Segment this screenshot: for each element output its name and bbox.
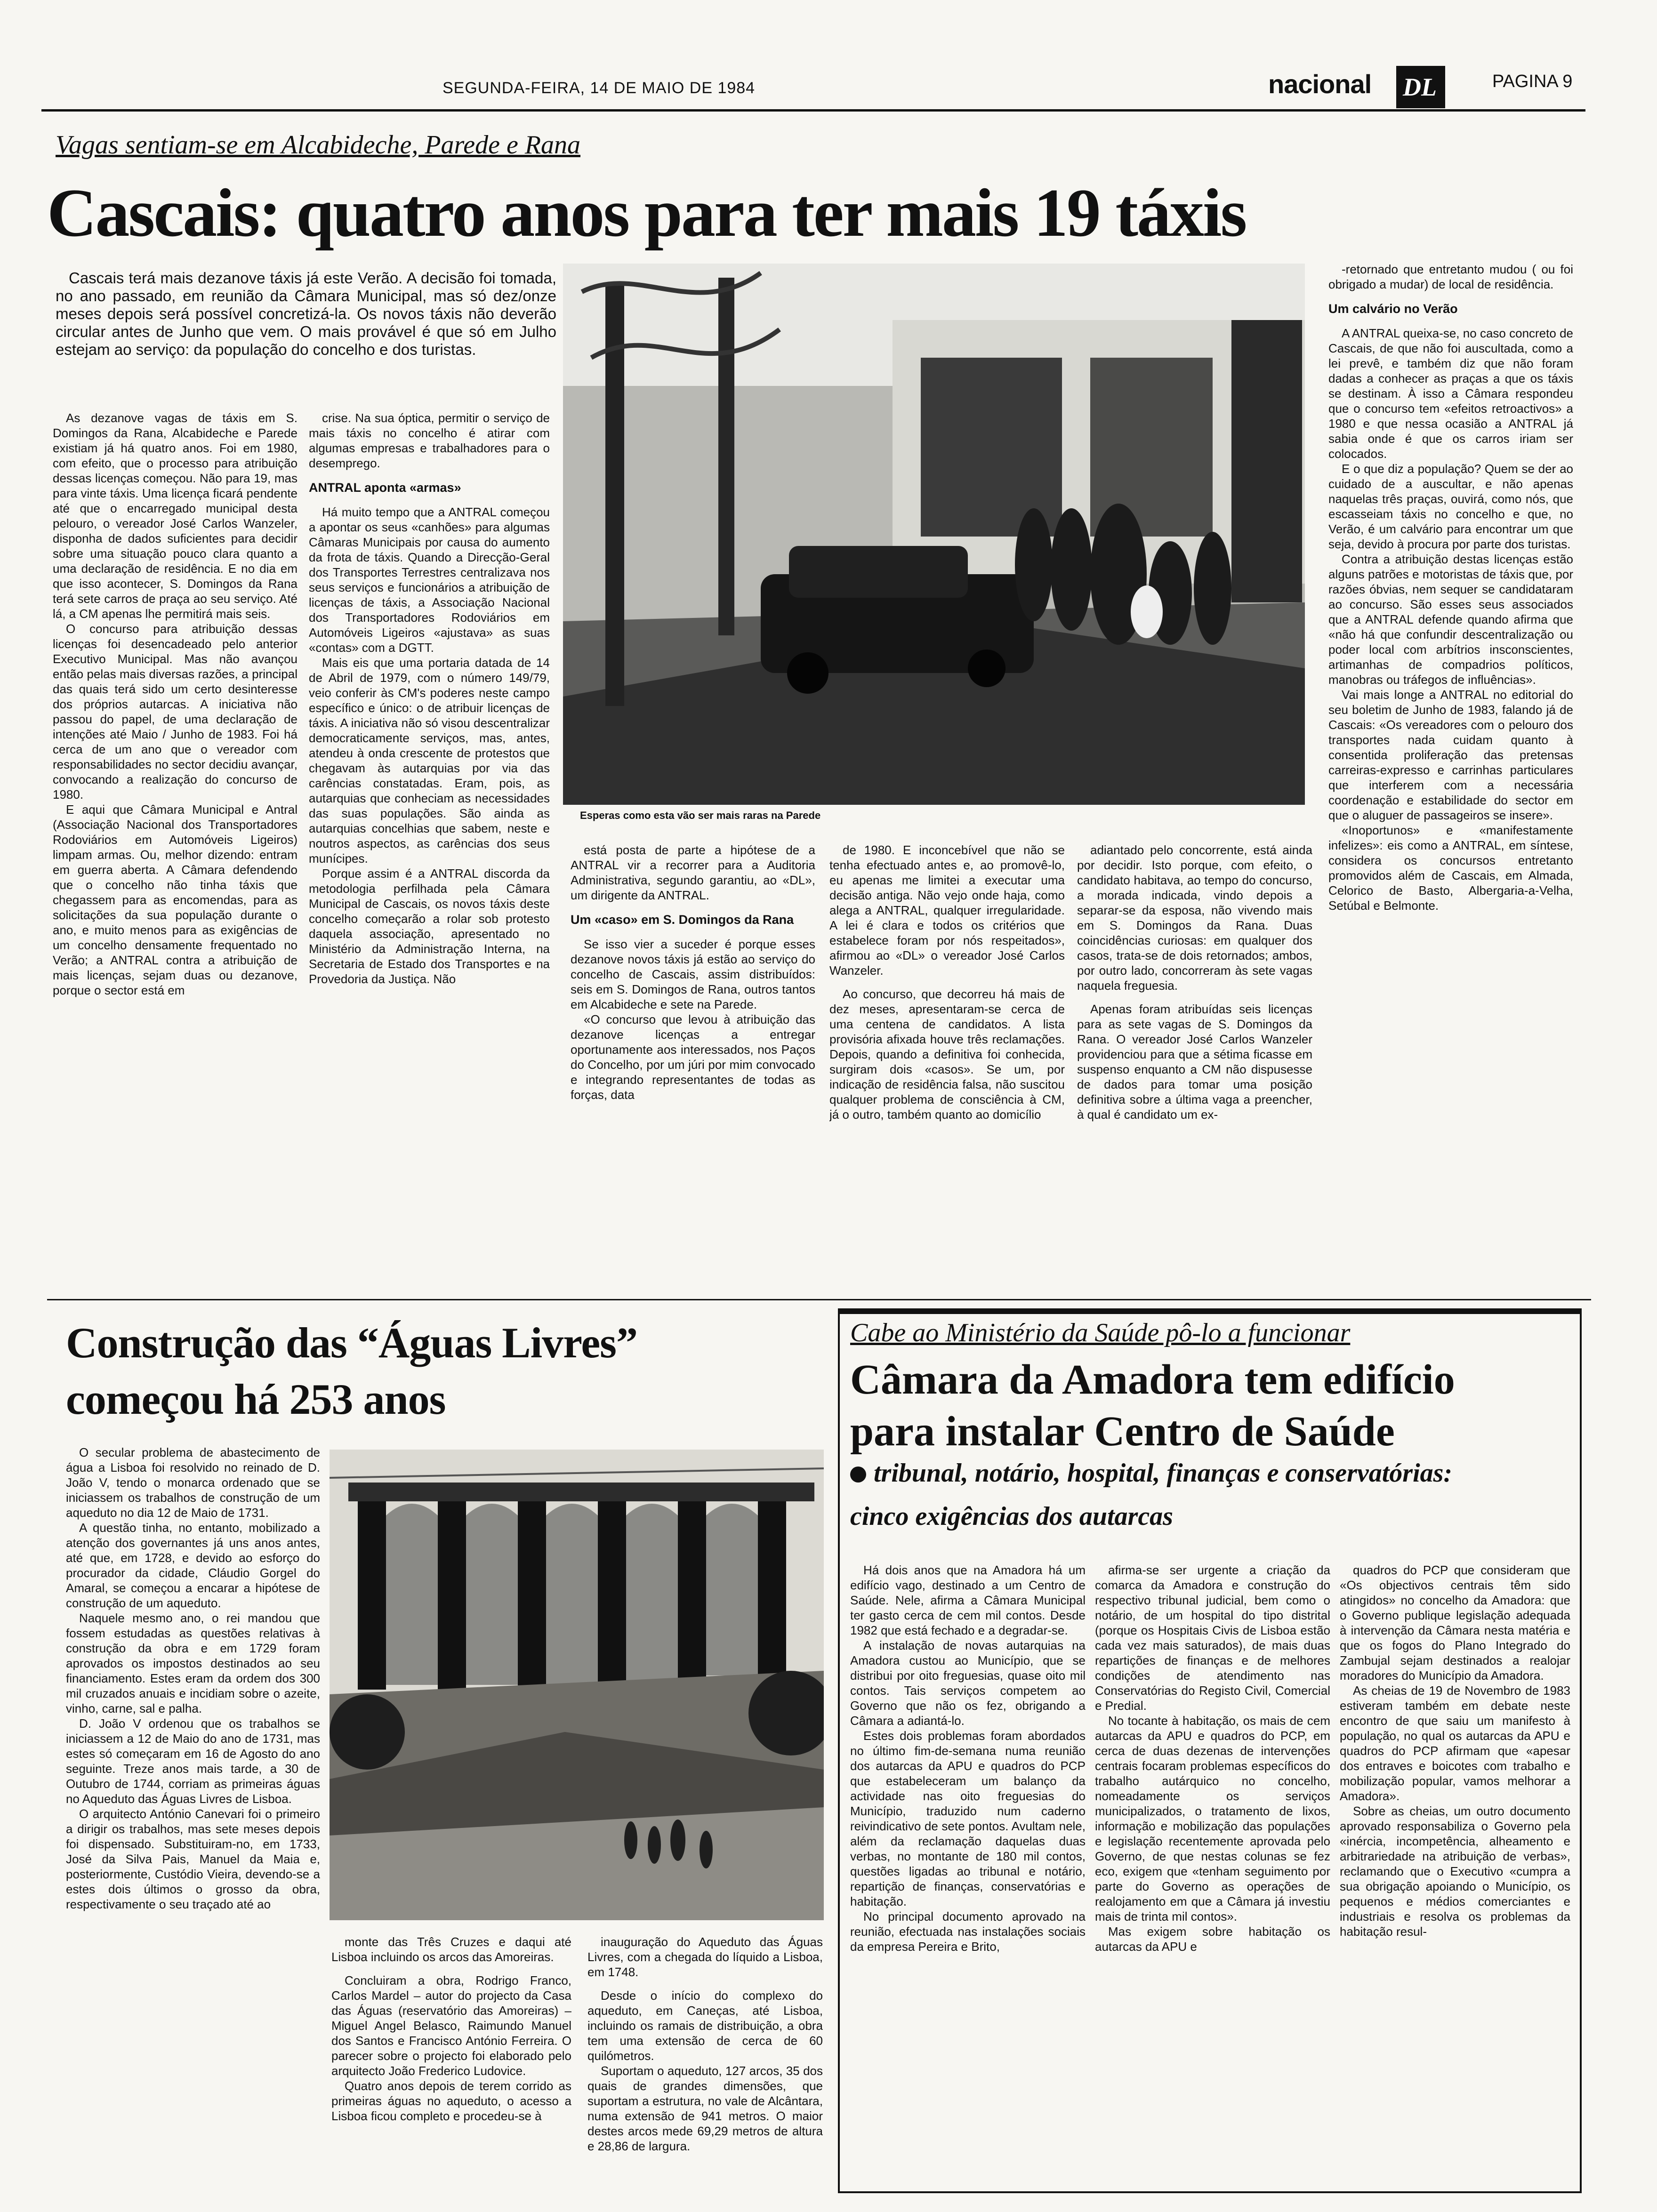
article3-column-1 [850,1563,1086,2179]
paragraph: Mais eis que uma portaria datada de 14 de Abril de 1979, com o número 149/79, veio conferir às CM's poderes neste campo específico e único: o de atribuir licenças de táxis. A iniciativa não só visou descentralizar democraticamente serviços, mas, antes, atendeu à onda crescente de protestos que chegavam às autarquias por via das carências constatadas. Eram, pois, as autarquias que conheciam as necessidades das suas populações. São ainda as autarquias concelhias que sabem, neste e noutros aspectos, as carências dos seus munícipes. [309,656,550,866]
article1-column-4 [829,842,1065,1285]
article3-deck-line1: tribunal, notário, hospital, finanças e conservatórias: [874,1459,1453,1488]
article1-column-1 [53,410,298,1286]
taxi-street-photo [563,264,1305,805]
article3-headline-line2: para instalar Centro de Saúde [850,1408,1395,1455]
paragraph: Contra a atribuição destas licenças estão alguns patrões e motoristas de táxis que, por razões óbvias, nem sequer se candidataram ao concurso. São esses seus associados que a ANTRAL defende quando afirma que «não há que confundir descentralização ou poder local com arbítrios insconscientes, artimanhas de compadrios políticos, manobras ou tráfegos de influências». [1328,552,1573,687]
article1-column-5 [1077,842,1312,1285]
paragraph: -retornado que entretanto mudou ( ou foi obrigado a mudar) de local de residência. [1328,262,1573,291]
article1-lead: Cascais terá mais dezanove táxis já este Verão. A decisão foi tomada, no ano passado, em reunião da Câmara Municipal, mas só dez/onze meses depois será possível concretizá-la. Os novos táxis não deverão circular antes de Junho que vem. O mais provável é que só em Julho estejam ao serviço: da população do concelho e dos turistas. [56,269,556,358]
paragraph: «O concurso que levou à atribuição das dezanove licenças a entregar oportunamente aos interessados, nos Paços do Concelho, por um júri por mim convocado e integrando representantes de todas as forças, data [571,1012,815,1102]
header-rule [41,109,1585,112]
paragraph: E o que diz a população? Quem se der ao cuidado de a auscultar, e não apenas naquelas três praças, ouvirá, como nós, que escasseiam táxis no concelho e que, no Verão, é um calvário para encontrar um que seja, devido à procura por parte dos turistas. [1328,462,1573,551]
paragraph: E aqui que Câmara Municipal e Antral (Associação Nacional dos Transportadores Rodoviários em Automóveis Ligeiros) limpam armas. Ou, melhor dizendo: entram em guerra aberta. A Câmara defendendo que o concelho não tinha táxis que chegassem para as encomendas, para as solicitações da sua população durante o ano, e muito menos para as exigências de um concelho densamente frequentado no Verão; a ANTRAL contra a atribuição de mais licenças, sejam duas ou dezanove, porque o sector está em [53,802,298,997]
paragraph: afirma-se ser urgente a criação da comarca da Amadora e construção do respectivo tribunal judicial, bem como o notário, de um hospital do tipo distrital (porque os Hospitais Civis de Lisboa estão cada vez mais saturados), de mais duas repartições de finanças e de melhores condições de atendimento nas Conservatórias do Registo Civil, Comercial e Predial. [1095,1563,1330,1713]
paragraph: inauguração do Aqueduto das Águas Livres, com a chegada do líquido a Lisboa, em 1748. [587,1935,823,1979]
paragraph: A ANTRAL queixa-se, no caso concreto de Cascais, de que não foi auscultada, como a lei prevê, e também diz que não foram dadas a conhecer as praças a que os táxis se destinam. À isso a Câmara respondeu que o concurso tem «efeitos retroactivos» a 1980 e que nessa ocasião a ANTRAL já sabia onde é que os carros iriam ser colocados. [1328,326,1573,461]
paragraph: Mas exigem sobre habitação os autarcas da APU e [1095,1924,1330,1954]
photo-image [563,264,1305,805]
page-number: PAGINA 9 [1492,72,1573,91]
article1-kicker: Vagas sentiam-se em Alcabideche, Parede e Rana [56,130,581,160]
article1-column-6 [1328,262,1573,1292]
paragraph: A questão tinha, no entanto, mobilizado a atenção dos governantes já uns anos antes, até que, em 1728, e devido ao esforço do procurador da cidade, Cláudio Gorgel do Amaral, se começou a encarar a hipótese de construção de um aqueduto. [66,1521,320,1610]
paragraph: No tocante à habitação, os mais de cem autarcas da APU e quadros do PCP, em cerca de duas dezenas de intervenções centrais focaram problemas específicos do trabalho autárquico no concelho, nomeadamente os serviços municipalizados, o tratamento de lixos, informação e mobilização das populações e legislação recentemente aprovada pelo Governo, de que nestas colunas se fez eco, exigem que «tenham seguimento por parte do Governo as operações de realojamento em que a Câmara já investiu mais de trinta mil contos». [1095,1714,1330,1923]
paragraph: Há dois anos que na Amadora há um edifício vago, destinado a um Centro de Saúde. Nele, afirma a Câmara Municipal ter gasto cerca de cem mil contos. Desde 1982 que está fechado e a degradar-se. [850,1563,1086,1637]
paragraph: crise. Na sua óptica, permitir o serviço de mais táxis no concelho é atirar com algumas empresas e trabalhadores para o desemprego. [309,411,550,470]
paragraph: O arquitecto António Canevari foi o primeiro a dirigir os trabalhos, mas sete meses depois foi dispensado. Substituiram-no, em 1733, José da Silva Pais, Manuel da Maia e, posteriormente, Custódio Vieira, devendo-se a estes dois últimos o grosso da obra, respectivamente o seu traçado até ao [66,1807,320,1911]
paragraph: Sobre as cheias, um outro documento aprovado responsabiliza o Governo pela «inércia, incompetência, alheamento e arbitrariedade na atribuição de verbas», reclamando que o Executivo «cumpra a sua obrigação apoiando o Município, os pequenos e médios comerciantes e industriais e resolva os problemas da habitação resul- [1340,1804,1570,1939]
article1-bottom-rule [47,1299,1591,1300]
paragraph: Apenas foram atribuídas seis licenças para as sete vagas de S. Domingos da Rana. O vereador José Carlos Wanzeler providenciou para que a sétima ficasse em suspenso enquanto a CM não dispusesse de dados para tomar uma posição definitiva sobre a última vaga a preencher, à qual é candidato um ex- [1077,1002,1312,1122]
article3-column-3 [1340,1563,1570,2179]
paragraph: «Inoportunos» e «manifestamente infelizes»: eis como a ANTRAL, em síntese, considera os concursos entretanto promovidos além de Cascais, em Almada, Celorico de Basto, Albergaria-a-Velha, Setúbal e Belmonte. [1328,823,1573,913]
paragraph: Estes dois problemas foram abordados no último fim-de-semana numa reunião dos autarcas da APU e quadros do PCP que estabeleceram um balanço da actividade nas oito freguesias do Município, traduzido num caderno reivindicativo de sete pontos. Avultam nele, além da reclamação daquelas duas verbas, no montante de 180 mil contos, questões ligadas ao tribunal e notário, repartição de finanças, conservatórias e habitação. [850,1729,1086,1908]
paragraph: A instalação de novas autarquias na Amadora custou ao Município, que se distribui por oito freguesias, quase oito mil contos. Tais serviços competem ao Governo que não os fez, obrigando a Câmara a adiantá-lo. [850,1638,1086,1728]
engraving-image [330,1450,824,1920]
article3-column-2 [1095,1563,1330,2179]
bullet-icon [850,1467,866,1483]
paragraph: monte das Três Cruzes e daqui até Lisboa incluindo os arcos das Amoreiras. [331,1935,571,1964]
paragraph: No principal documento aprovado na reunião, efectuada nas instalações sociais da empresa Pereira e Brito, [850,1909,1086,1954]
paragraph: Se isso vier a suceder é porque esses dezanove novos táxis já estão ao serviço do concelho de Cascais, assim distribuídos: seis em S. Domingos de Rana, outros tantos em Alcabideche e sete na Parede. [571,937,815,1011]
subheading-calvario: Um calvário no Verão [1328,302,1458,316]
paragraph: Há muito tempo que a ANTRAL começou a apontar os seus «canhões» para algumas Câmaras Municipais por causa do aumento da frota de táxis. Quando a Direcção-Geral dos Transportes Terrestres centralizava nos seus serviços e funcionários a atribuição de licenças de táxis, a Associação Nacional dos Transportadores Rodoviários em Automóveis Ligeiros «ajustava» as suas «contas» com a DGTT. [309,505,550,655]
paragraph: está posta de parte a hipótese de a ANTRAL vir a recorrer para a Auditoria Administrativa, segundo garantiu, ao «DL», um dirigente da ANTRAL. [571,843,815,902]
paragraph: Suportam o aqueduto, 127 arcos, 35 dos quais de grandes dimensões, que suportam a estrutura, no vale de Alcântara, numa extensão de 941 metros. O maior destes arcos mede 69,29 metros de altura e 28,86 de largura. [587,2064,823,2153]
paragraph: Concluiram a obra, Rodrigo Franco, Carlos Mardel – autor do projecto da Casa das Águas (reservatório das Amoreiras) – Miguel Angel Belasco, Raimundo Manuel dos Santos e Francisco António Ferreira. O parecer sobre o projecto foi elaborado pelo arquitecto João Frederico Ludovice. [331,1973,571,2078]
paragraph: Naquele mesmo ano, o rei mandou que fossem estudadas as questões relativas à construção da obra e em 1729 foram aprovados os impostos destinados ao seu financiamento. Estes eram da ordem dos 300 mil cruzados anuais e incidiam sobre o azeite, vinho, carne, sal e palha. [66,1611,320,1715]
paragraph: Quatro anos depois de terem corrido as primeiras águas no aqueduto, o acesso a Lisboa ficou completo e procedeu-se à [331,2079,571,2123]
paragraph: Porque assim é a ANTRAL discorda da metodologia perfilhada pela Câmara Municipal de Cascais, os novos táxis deste concelho começarão a rolar sob protesto daquela associação, apresentado no Ministério da Administração Interna, na Secretaria de Estado dos Transportes e na Provedoria da Justiça. Não [309,866,550,986]
aqueduct-engraving [330,1450,824,1920]
paragraph: quadros do PCP que consideram que «Os objectivos centrais têm sido atingidos» no concelho da Amadora: que o Governo publique legislação adequada à intervenção da Câmara nesta matéria e que os fogos do Plano Integrado do Zambujal sejam destinados a realojar moradores do Município da Amadora. [1340,1563,1570,1683]
photo-caption: Esperas como esta vão ser mais raras na Parede [580,809,821,821]
section-name: nacional [1268,69,1372,99]
subheading-antral: ANTRAL aponta «armas» [309,481,461,495]
paragraph: Ao concurso, que decorreu há mais de dez meses, apresentaram-se cerca de uma centena de candidatos. A lista provisória afixada houve três reclamações. Depois, quando a definitiva foi conhecida, surgiram dois «casos». Se um, por indicação de residência falsa, não suscitou qualquer problema de consciência à CM, já o outro, também quanto ao domicílio [829,987,1065,1122]
paragraph: Desde o início do complexo do aqueduto, em Caneças, até Lisboa, incluindo os ramais de distribuição, a obra tem uma extensão de cerca de 60 quilómetros. [587,1988,823,2063]
newspaper-logo-icon: DL [1396,66,1445,108]
article2-headline-line1: Construção das “Águas Livres” [66,1319,637,1367]
article1-column-3 [571,842,815,1285]
article2-column-1 [66,1445,320,2193]
paragraph: adiantado pelo concorrente, está ainda por decidir. Isto porque, com efeito, o candidato habitava, ao tempo do concurso, a morada indicada, vindo depois a separar-se da esposa, não vivendo mais em S. Domingos da Rana. Duas coincidências curiosas: em qualquer dos casos, trata-se de dois retornados; ambos, por outro lado, concorreram às sete vagas naquela freguesia. [1077,843,1312,993]
article2-column-2 [331,1934,571,2198]
article1-column-2 [309,410,550,1286]
article3-deck-line2: cinco exigências dos autarcas [850,1502,1173,1531]
paragraph: As dezanove vagas de táxis em S. Domingos da Rana, Alcabideche e Parede existiam já há quatro anos. Foi em 1980, com efeito, que o processo para atribuição dessas licenças começou. Não para 19, mas para vinte táxis. Uma licença ficará pendente até que o encarregado municipal desta pelouro, o vereador José Carlos Wanzeler, disponha de dados suficientes para decidir sobre uma situação pouco clara quanto a uma declaração de residência. E no dia em que isso acontecer, S. Domingos da Rana terá sete carros de praça ao seu serviço. Até lá, a CM apenas lhe permitirá mais seis. [53,411,298,621]
article1-headline: Cascais: quatro anos para ter mais 19 táxis [47,175,1246,251]
paragraph: Vai mais longe a ANTRAL no editorial do seu boletim de Junho de 1983, falando já de Cascais: «Os vereadores com o pelouro dos transportes nada cuidam quanto à consentida proliferação das pretensas carreiras-expresso e carrinhas particulares que interferem com a necessária coordenação e estabilidade do sector em que o aluguer de passageiros se insere». [1328,688,1573,822]
page-date: SEGUNDA-FEIRA, 14 DE MAIO DE 1984 [442,79,756,97]
paragraph: de 1980. E inconcebível que não se tenha efectuado antes e, ao promovê-lo, eu apenas me limitei a executar uma decisão antiga. Não vejo onde haja, como alega a ANTRAL, qualquer irregularidade. A lei é clara e todos os critérios que estabelece foram por nós respeitados», afirmou ao «DL» o vereador José Carlos Wanzeler. [829,843,1065,978]
paragraph: O concurso para atribuição dessas licenças foi desencadeado pelo anterior Executivo Municipal. Mas não avançou então pelas mais diversas razões, a principal das quais terá sido um certo desinteresse dos próprios autarcas. A iniciativa não passou do papel, de uma declaração de intenções até Maio / Junho de 1983. Foi há cerca de um ano que o vereador com responsabilidades no sector decidiu avançar, convocando a realização do concurso de 1980. [53,622,298,801]
article3-kicker: Cabe ao Ministério da Saúde pô-lo a funcionar [850,1318,1351,1347]
subheading-caso: Um «caso» em S. Domingos da Rana [571,913,794,927]
article3-headline-line1: Câmara da Amadora tem edifício [850,1356,1455,1403]
article2-headline-line2: começou há 253 anos [66,1375,446,1423]
paragraph: O secular problema de abastecimento de água a Lisboa foi resolvido no reinado de D. João V, tendo o monarca ordenado que se iniciassem os trabalhos de construção de um aqueduto no dia 12 de Maio de 1731. [66,1445,320,1520]
paragraph: D. João V ordenou que os trabalhos se iniciassem a 12 de Maio do ano de 1731, mas estes só começaram em 16 de Agosto do ano seguinte. Treze anos mais tarde, a 30 de Outubro de 1744, corriam as primeiras águas no Aqueduto das Águas Livres de Lisboa. [66,1716,320,1806]
article2-column-3 [587,1934,823,2198]
paragraph: As cheias de 19 de Novembro de 1983 estiveram também em debate neste encontro de que saiu um manifesto à população, no qual os autarcas da APU e quadros do PCP afirmam que «apesar dos entraves e boicotes com trabalho e mobilização popular, vamos melhorar a Amadora». [1340,1683,1570,1803]
